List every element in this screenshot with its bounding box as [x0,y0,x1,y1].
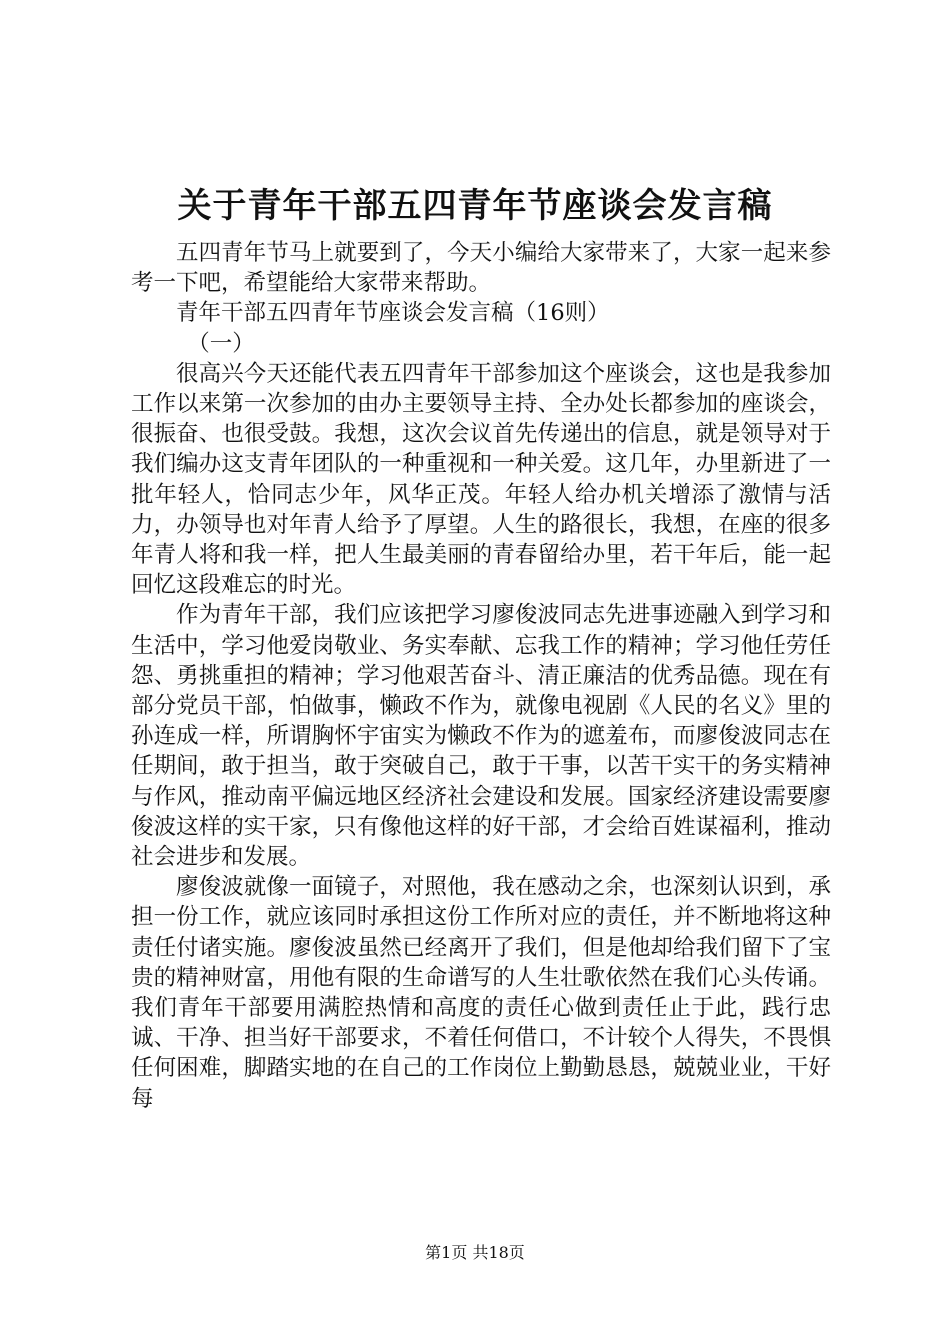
document-body [131,238,831,1114]
body-paragraph-2: 作为青年干部，我们应该把学习廖俊波同志先进事迹融入到学习和生活中，学习他爱岗敬业、务实奉献、忘我工作的精神；学习他任劳任怨、勇挑重担的精神；学习他艰苦奋斗、清正廉洁的优秀品德。现在有部分党员干部，怕做事，懒政不作为，就像电视剧《人民的名义》里的孙连成一样，所谓胸怀宇宙实为懒政不作为的遮羞布，而廖俊波同志在任期间，敢于担当，敢于突破自己，敢于干事，以苦干实干的务实精神与作风，推动南平偏远地区经济社会建设和发展。国家经济建设需要廖俊波这样的实干家，只有像他这样的好干部，才会给百姓谋福利，推动社会进步和发展。 [131,602,831,871]
body-paragraph-1: 很高兴今天还能代表五四青年干部参加这个座谈会，这也是我参加工作以来第一次参加的由办主要领导主持、全办处长都参加的座谈会，很振奋、也很受鼓。我想，这次会议首先传递出的信息，就是领导对于我们编办这支青年团队的一种重视和一种关爱。这几年，办里新进了一批年轻人，恰同志少年，风华正茂。年轻人给办机关增添了激情与活力，办领导也对年青人给予了厚望。人生的路很长，我想，在座的很多年青人将和我一样，把人生最美丽的青春留给办里，若干年后，能一起回忆这段难忘的时光。 [131,360,831,599]
section-label: （一） [187,330,255,357]
intro-paragraph: 五四青年节马上就要到了，今天小编给大家带来了，大家一起来参考一下吧，希望能给大家带来帮助。 [131,240,831,297]
subtitle-line: 青年干部五四青年节座谈会发言稿（16则） [176,300,610,327]
body-paragraph-3: 廖俊波就像一面镜子，对照他，我在感动之余，也深刻认识到，承担一份工作，就应该同时承担这份工作所对应的责任，并不断地将这种责任付诸实施。廖俊波虽然已经离开了我们，但是他却给我们留下了宝贵的精神财富，用他有限的生命谱写的人生壮歌依然在我们心头传诵。我们青年干部要用满腔热情和高度的责任心做到责任止于此，践行忠诚、干净、担当好干部要求，不着任何借口，不计较个人得失，不畏惧任何困难，脚踏实地的在自己的工作岗位上勤勤恳恳，兢兢业业，干好每 [131,874,831,1112]
page-footer: 第1页 共18页 [425,1243,525,1262]
document-title: 关于青年干部五四青年节座谈会发言稿 [177,186,773,226]
